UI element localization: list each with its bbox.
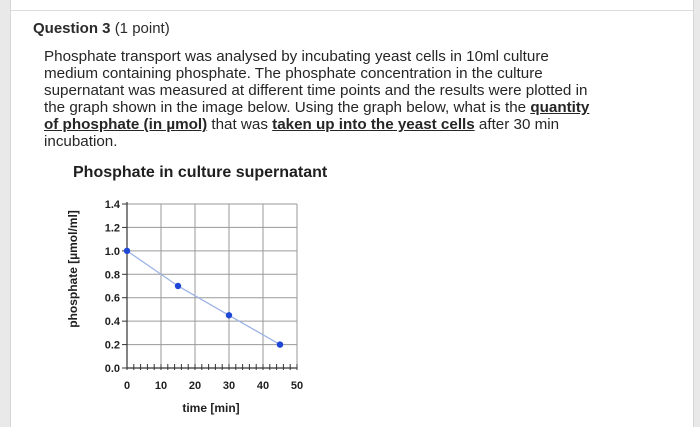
y-tick-label: 0.2 <box>104 339 120 352</box>
y-tick-label: 0.4 <box>104 316 120 329</box>
question-text-bold: quantity of phosphate (in µmol) <box>44 99 590 133</box>
x-tick-label: 30 <box>222 380 236 392</box>
question-text-part3: after 30 min incubation. <box>44 116 560 150</box>
x-tick-label: 20 <box>188 380 202 392</box>
question-points: (1 point) <box>114 20 170 37</box>
x-tick-label: 0 <box>123 380 131 392</box>
x-axis-title: time [min] <box>182 401 240 415</box>
question-text-bold2: taken up into the yeast cells <box>272 116 475 133</box>
question-header <box>33 20 170 37</box>
phosphate-chart <box>47 190 307 400</box>
y-tick-label: 0.6 <box>104 292 120 305</box>
y-tick-label: 1.0 <box>104 245 120 258</box>
chart-title: Phosphate in culture supernatant <box>73 164 328 181</box>
data-point <box>226 312 232 318</box>
y-tick-label: 1.2 <box>104 222 120 235</box>
question-title: Question 3 <box>33 20 111 37</box>
data-point <box>175 283 181 289</box>
question-text <box>44 48 604 150</box>
question-text-part2: that was <box>207 116 273 133</box>
question-text-part1: Phosphate transport was analysed by incubating yeast cells in 10ml culture medium containing phosphate. The phosphate concentration in the culture supernatant was measured at different time points and the results were plotted in the graph shown in the image below. Using the graph below, what is the <box>44 48 588 116</box>
divider <box>11 10 693 11</box>
x-tick-label: 40 <box>256 380 270 392</box>
y-tick-label: 0.8 <box>104 269 120 282</box>
question-card <box>10 0 694 427</box>
y-axis-title: phosphate [µmol/ml] <box>66 210 80 328</box>
x-tick-label: 10 <box>154 380 168 392</box>
data-point <box>277 341 283 347</box>
y-tick-label: 1.4 <box>104 199 120 211</box>
y-tick-label: 0.0 <box>104 363 120 375</box>
data-point <box>124 248 130 254</box>
x-tick-label: 50 <box>290 380 304 392</box>
